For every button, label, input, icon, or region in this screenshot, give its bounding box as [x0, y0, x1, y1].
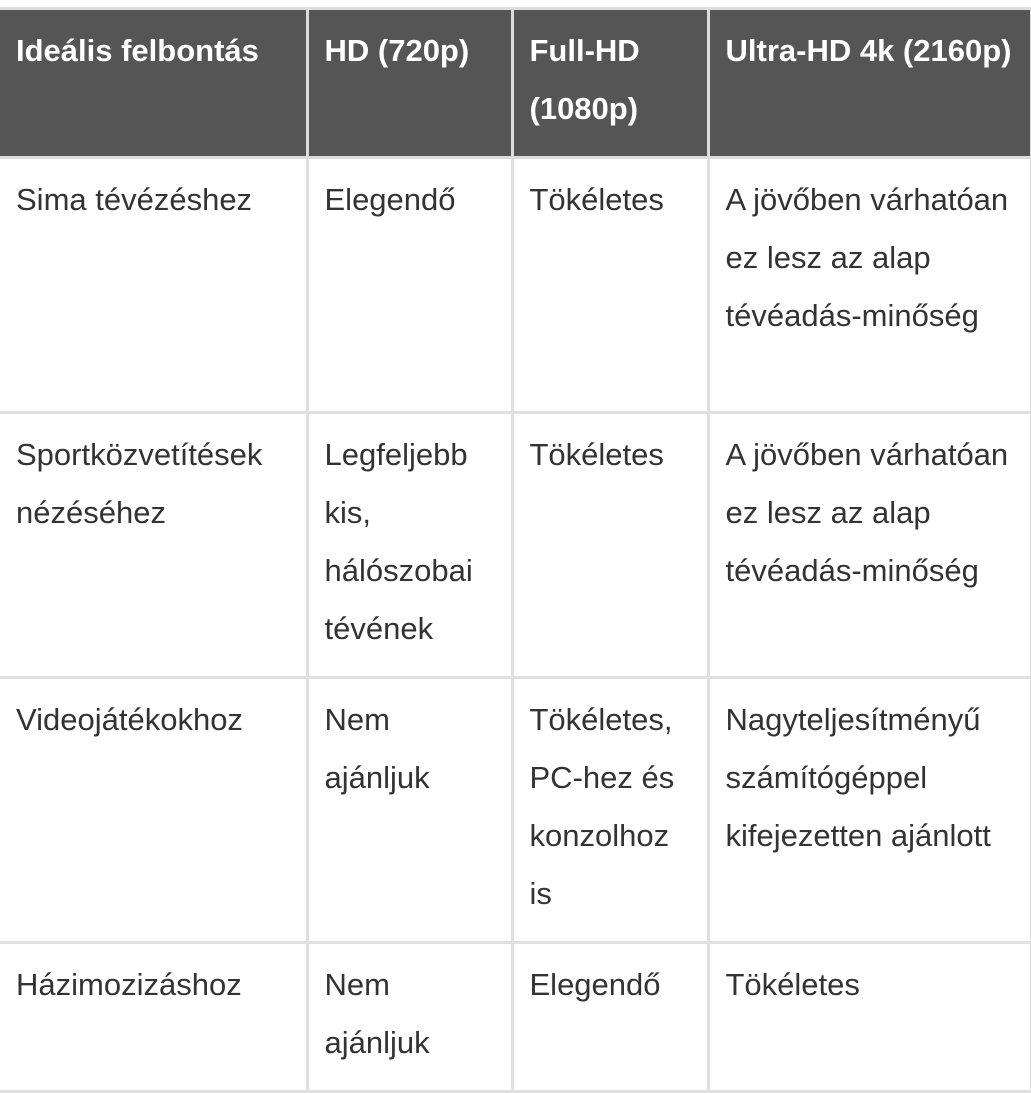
header-hd-720p: HD (720p) — [307, 9, 512, 158]
row-label-cell: Sima tévézéshez — [0, 158, 307, 413]
header-row — [0, 9, 1031, 158]
table-header — [0, 9, 1031, 158]
table-row — [0, 943, 1031, 1092]
row-label-cell: Házimozizáshoz — [0, 943, 307, 1092]
full-hd-cell: Tökéletes — [512, 413, 708, 678]
hd-cell: Elegendő — [307, 158, 512, 413]
header-ideal-resolution: Ideális felbontás — [0, 9, 307, 158]
table-row — [0, 413, 1031, 678]
full-hd-cell: Tökéletes — [512, 158, 708, 413]
resolution-comparison-table — [0, 7, 1031, 1093]
hd-cell: Nem ajánljuk — [307, 678, 512, 943]
full-hd-cell: Tökéletes, PC-hez és konzolhoz is — [512, 678, 708, 943]
row-label-cell: Videojátékokhoz — [0, 678, 307, 943]
ultra-hd-cell: Nagyteljesítményű számítógéppel kifejezetten ajánlott — [708, 678, 1031, 943]
full-hd-cell: Elegendő — [512, 943, 708, 1092]
table-row — [0, 678, 1031, 943]
ultra-hd-cell: Tökéletes — [708, 943, 1031, 1092]
ultra-hd-cell: A jövőben várhatóan ez lesz az alap tévéadás-minőség — [708, 413, 1031, 678]
table-row — [0, 158, 1031, 413]
hd-cell: Nem ajánljuk — [307, 943, 512, 1092]
row-label-cell: Sportközvetítések nézéséhez — [0, 413, 307, 678]
hd-cell: Legfeljebb kis, hálószobai tévének — [307, 413, 512, 678]
header-full-hd-1080p: Full-HD (1080p) — [512, 9, 708, 158]
header-ultra-hd-4k: Ultra-HD 4k (2160p) — [708, 9, 1031, 158]
table-body — [0, 158, 1031, 1092]
ultra-hd-cell: A jövőben várhatóan ez lesz az alap tévéadás-minőség — [708, 158, 1031, 413]
